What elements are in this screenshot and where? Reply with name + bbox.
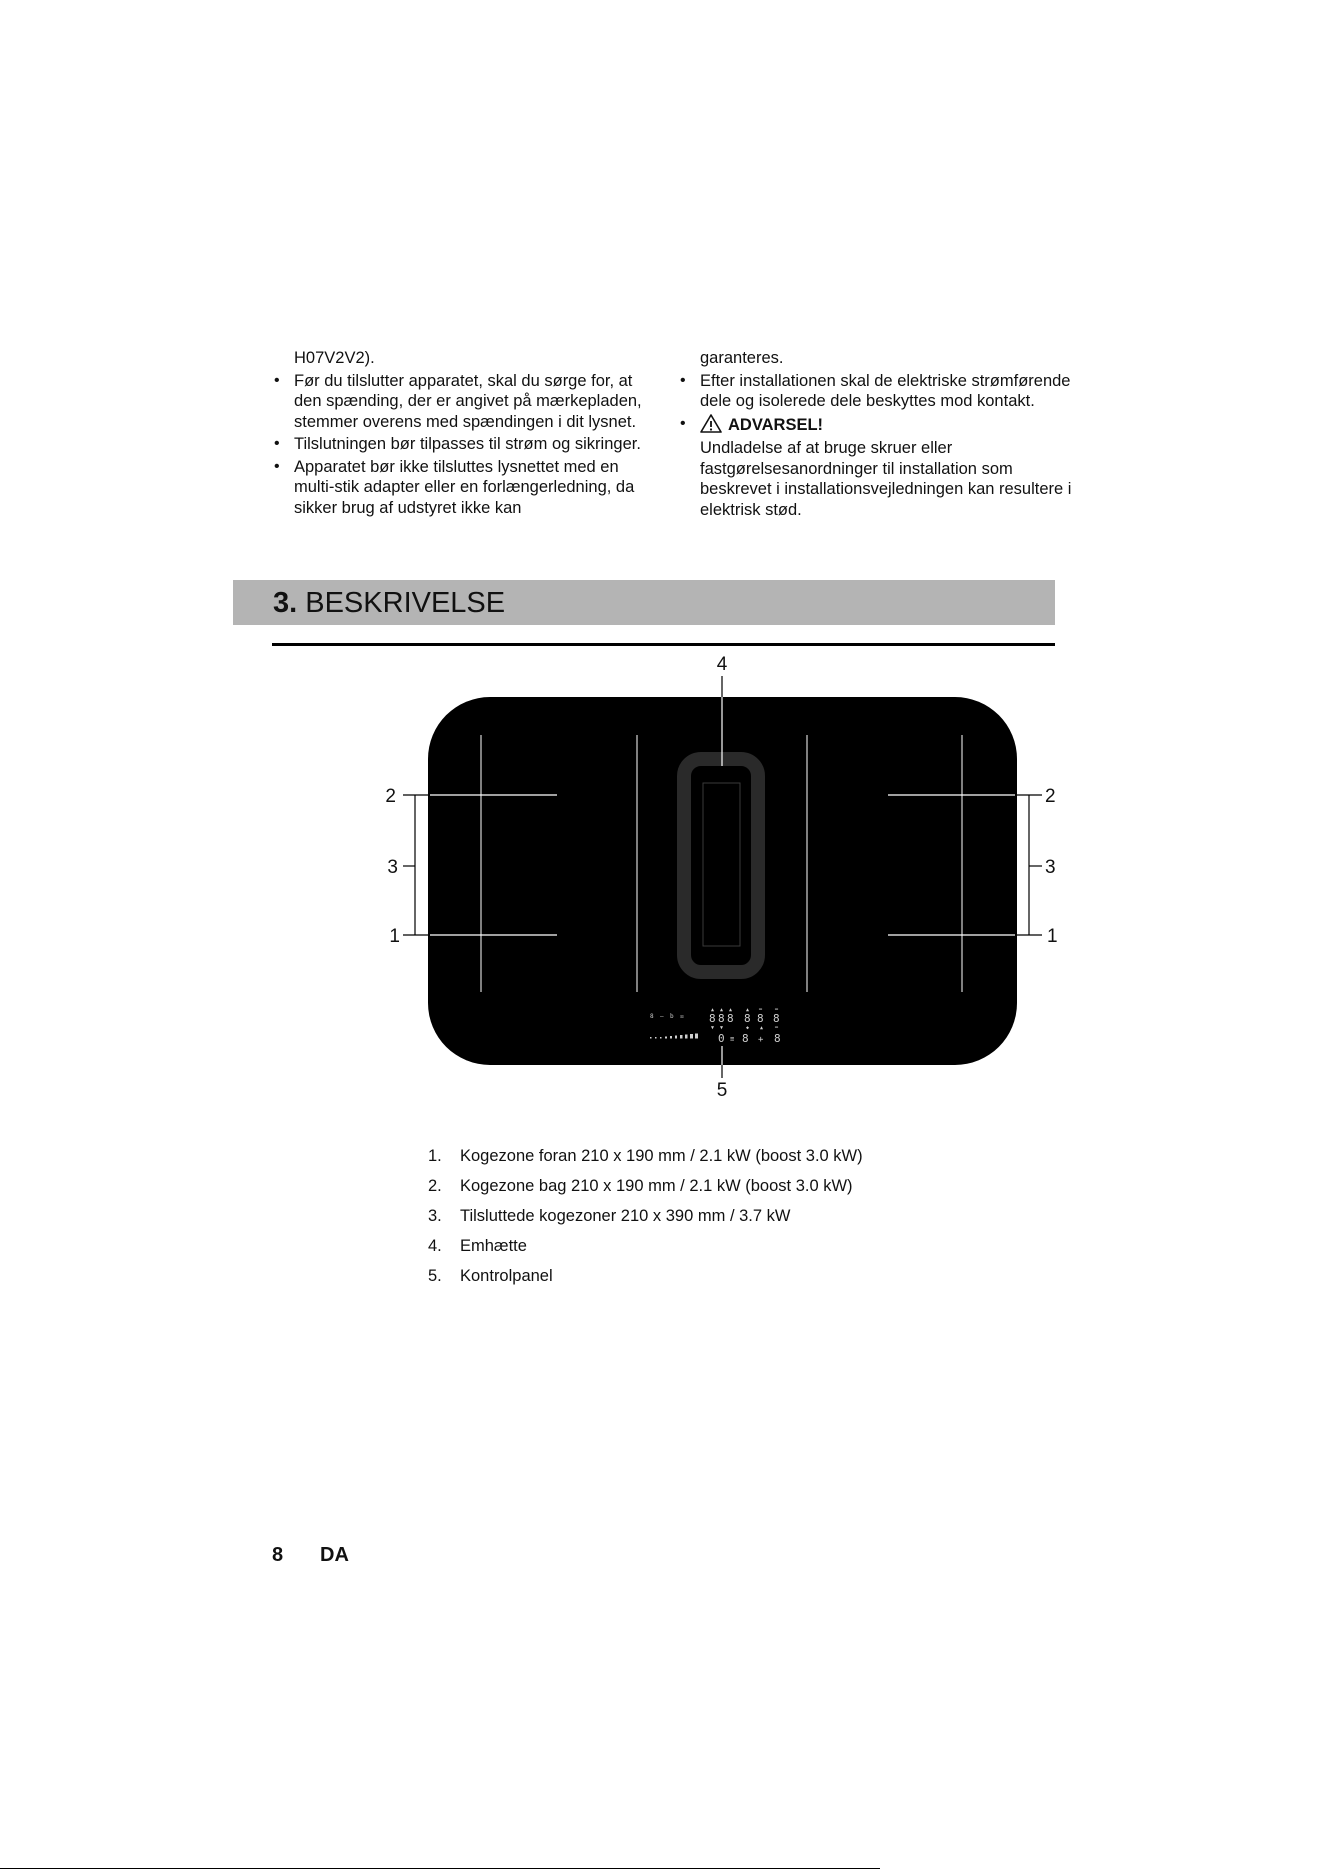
- legend-item: 3. Tilsluttede kogezoner 210 x 390 mm / 3.7 kW: [428, 1207, 791, 1225]
- callout-left-2: 2: [385, 786, 396, 807]
- legend-item: 5. Kontrolpanel: [428, 1267, 553, 1285]
- legend-item: 2. Kogezone bag 210 x 190 mm / 2.1 kW (boost 3.0 kW): [428, 1177, 853, 1195]
- svg-text:8: 8: [757, 1012, 764, 1025]
- warning-title: ADVARSEL!: [728, 415, 824, 434]
- svg-text:8: 8: [650, 1013, 654, 1020]
- svg-text:8: 8: [742, 1032, 749, 1045]
- legend-item: 4. Emhætte: [428, 1237, 527, 1255]
- right-continuation-text: garanteres.: [700, 349, 784, 367]
- svg-text:▼: ▼: [720, 1025, 724, 1031]
- callout-4: 4: [716, 654, 728, 675]
- legend-item: 1. Kogezone foran 210 x 190 mm / 2.1 kW (boost 3.0 kW): [428, 1147, 863, 1165]
- callout-right-3: 3: [1045, 857, 1056, 878]
- svg-text:8: 8: [773, 1012, 780, 1025]
- svg-text:0: 0: [718, 1032, 725, 1045]
- svg-text:◆: ◆: [746, 1025, 750, 1031]
- callout-5: 5: [716, 1080, 728, 1101]
- warning-text: Undladelse af at bruge skruer eller fastgørelsesanordninger til installation som beskrevet i installationsvejledningen kan resultere i elektrisk stød.: [700, 439, 1072, 519]
- section-number: 3.: [273, 587, 298, 619]
- svg-text:═: ═: [759, 1007, 763, 1013]
- bullet-voltage: • Før du tilslutter apparatet, skal du sørge for, at den spænding, der er angivet på mærkepladen, stemmer overens med spændingen i dit lysnet.: [272, 371, 662, 433]
- svg-text:▲: ▲: [711, 1007, 715, 1013]
- callout-right-1: 1: [1047, 926, 1058, 947]
- svg-text:8: 8: [744, 1012, 751, 1025]
- right-callouts: [1015, 795, 1042, 935]
- svg-text:8: 8: [709, 1012, 716, 1025]
- page-number: 8: [272, 1544, 284, 1566]
- svg-text:═: ═: [775, 1007, 779, 1013]
- callout-right-2: 2: [1045, 786, 1056, 807]
- svg-text:▲: ▲: [746, 1007, 750, 1013]
- callout-left-1: 1: [389, 926, 400, 947]
- svg-text:+: +: [758, 1035, 764, 1045]
- bullet-adapter: • Apparatet bør ikke tilsluttes lysnettet med en multi-stik adapter eller en forlængerledning, da sikker brug af udstyret ikke kan: [272, 457, 662, 519]
- component-legend: [428, 1141, 863, 1291]
- bottom-rule: [0, 1868, 880, 1869]
- language-code: DA: [320, 1544, 349, 1566]
- bullet-protection: • Efter installationen skal de elektriske strømførende dele og isolerede dele beskyttes mod kontakt.: [678, 371, 1078, 412]
- svg-text:8: 8: [774, 1032, 781, 1045]
- svg-text:≡: ≡: [730, 1035, 735, 1043]
- section-name: BESKRIVELSE: [305, 587, 506, 619]
- svg-text:8: 8: [718, 1012, 725, 1025]
- callout-left-3: 3: [387, 857, 398, 878]
- svg-text:–: –: [660, 1013, 664, 1020]
- svg-text:▼: ▼: [711, 1025, 715, 1031]
- svg-text:b: b: [670, 1013, 674, 1020]
- svg-text:▲: ▲: [729, 1007, 733, 1013]
- left-callouts: [403, 795, 430, 935]
- svg-text:▲: ▲: [760, 1025, 764, 1031]
- svg-text:8: 8: [727, 1012, 734, 1025]
- left-continuation-text: H07V2V2).: [294, 349, 375, 367]
- bullet-fuses: • Tilslutningen bør tilpasses til strøm og sikringer.: [272, 434, 662, 455]
- svg-text:▲: ▲: [720, 1007, 724, 1013]
- svg-text:═: ═: [775, 1025, 779, 1031]
- svg-text:☒: ☒: [680, 1013, 684, 1020]
